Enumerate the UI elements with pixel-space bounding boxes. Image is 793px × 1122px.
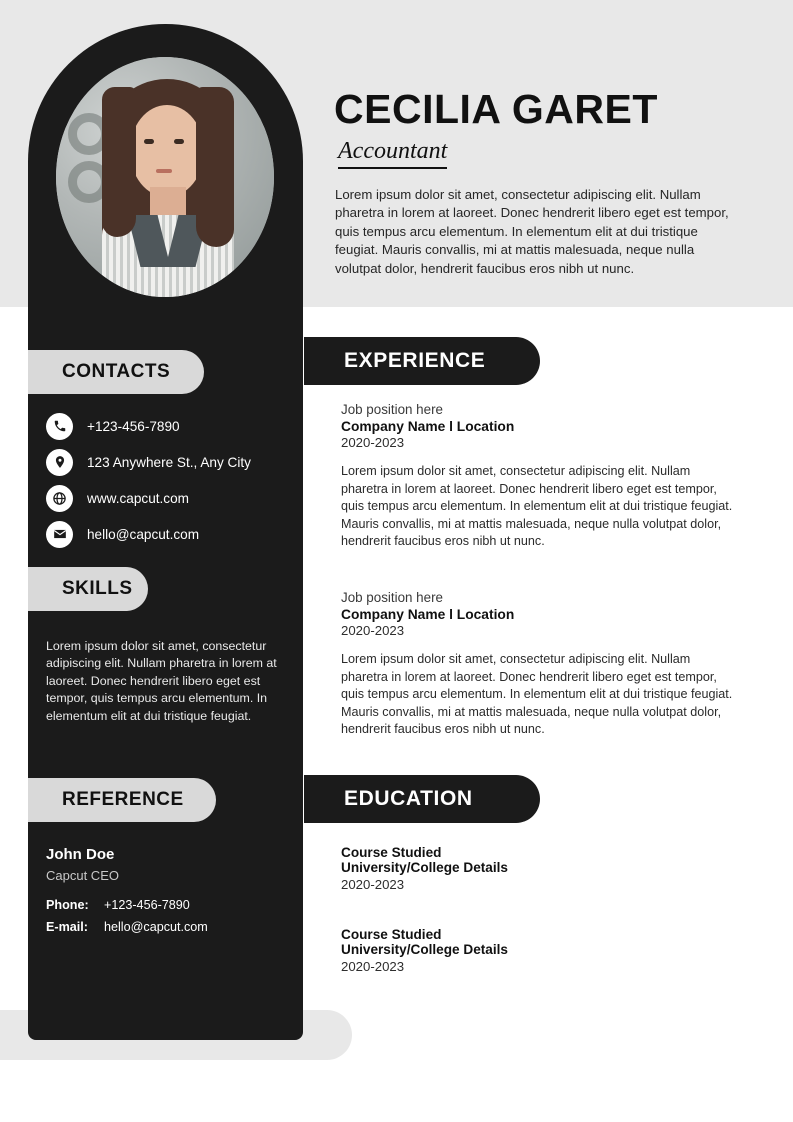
job-role: Accountant [338,138,448,164]
section-header-reference [28,778,216,822]
experience-description: Lorem ipsum dolor sit amet, consectetur adipiscing elit. Nullam pharetra in lorem at laoreet. Donec hendrerit libero eget est tempor, quis tempus arcu elementum. In elementum elit at dui tristique feugiat. Mauris convallis, mi at mattis malesuada, neque nulla volutpat dolor, hendrerit faucibus eros nibh ut nunc. [341,652,733,737]
contacts-list [46,408,296,552]
education-school: University/College Details [341,942,508,957]
section-header-education [304,775,540,823]
reference-name: John Doe [46,846,115,863]
education-entry [341,845,733,892]
contact-value-email: hello@capcut.com [87,526,200,542]
experience-position: Job position here [341,590,443,605]
envelope-icon [46,521,73,548]
reference-email-value: hello@capcut.com [104,920,208,934]
experience-dates: 2020-2023 [341,623,405,638]
location-pin-icon [46,449,73,476]
section-title-education: EDUCATION [344,787,473,810]
job-role-underline [338,138,447,169]
education-dates: 2020-2023 [341,877,405,892]
education-school: University/College Details [341,860,508,875]
reference-phone-row [46,894,286,916]
reference-role: Capcut CEO [46,868,119,883]
section-title-skills: SKILLS [62,578,133,599]
contact-item-phone[interactable] [46,408,296,444]
experience-company: Company Name l Location [341,419,515,434]
section-title-reference: REFERENCE [62,789,184,810]
contact-item-email[interactable] [46,516,296,552]
experience-company: Company Name l Location [341,607,515,622]
section-header-skills [28,567,148,611]
photo-person-face [130,105,204,197]
contact-item-address[interactable] [46,444,296,480]
photo-person-hair-left [102,87,136,237]
education-entry [341,927,733,974]
page-title: CECILIA GARET [334,86,658,132]
experience-entry [341,402,733,551]
section-title-contacts: CONTACTS [62,361,171,382]
photo-person-eye-left [144,139,154,144]
contact-value-phone: +123-456-7890 [87,418,180,434]
profile-photo [56,57,274,297]
photo-person-mouth [156,169,172,173]
experience-position: Job position here [341,402,443,417]
reference-phone-label: Phone: [46,898,89,912]
reference-phone-value: +123-456-7890 [104,898,190,912]
contact-value-website: www.capcut.com [87,490,189,506]
profile-summary: Lorem ipsum dolor sit amet, consectetur adipiscing elit. Nullam pharetra in lorem at laoreet. Donec hendrerit libero eget est tempor, quis tempus arcu elementum. In elementum elit at dui tristique feugiat. Mauris convallis, mi at mattis malesuada, neque nulla volutpat dolor, hendrerit faucibus eros nibh ut nunc. [335,187,729,276]
skills-description: Lorem ipsum dolor sit amet, consectetur adipiscing elit. Nullam pharetra in lorem at laoreet. Donec hendrerit libero eget est tempor, quis tempus arcu elementum. In elementum elit at dui tristique feugiat. [46,639,277,723]
reference-contact-block [46,894,286,938]
experience-dates: 2020-2023 [341,435,405,450]
contact-item-website[interactable] [46,480,296,516]
experience-description: Lorem ipsum dolor sit amet, consectetur adipiscing elit. Nullam pharetra in lorem at laoreet. Donec hendrerit libero eget est tempor, quis tempus arcu elementum. In elementum elit at dui tristique feugiat. Mauris convallis, mi at mattis malesuada, neque nulla volutpat dolor, hendrerit faucibus eros nibh ut nunc. [341,464,733,549]
section-header-contacts [28,350,204,394]
education-course: Course Studied [341,845,442,860]
contact-value-address: 123 Anywhere St., Any City [87,454,251,470]
education-dates: 2020-2023 [341,959,405,974]
experience-entry [341,590,733,739]
education-course: Course Studied [341,927,442,942]
reference-email-label: E-mail: [46,920,88,934]
section-title-experience: EXPERIENCE [344,349,486,372]
globe-icon [46,485,73,512]
photo-person-hair-right [196,87,234,247]
section-header-experience [304,337,540,385]
reference-email-row [46,916,286,938]
photo-person-eye-right [174,139,184,144]
phone-icon [46,413,73,440]
